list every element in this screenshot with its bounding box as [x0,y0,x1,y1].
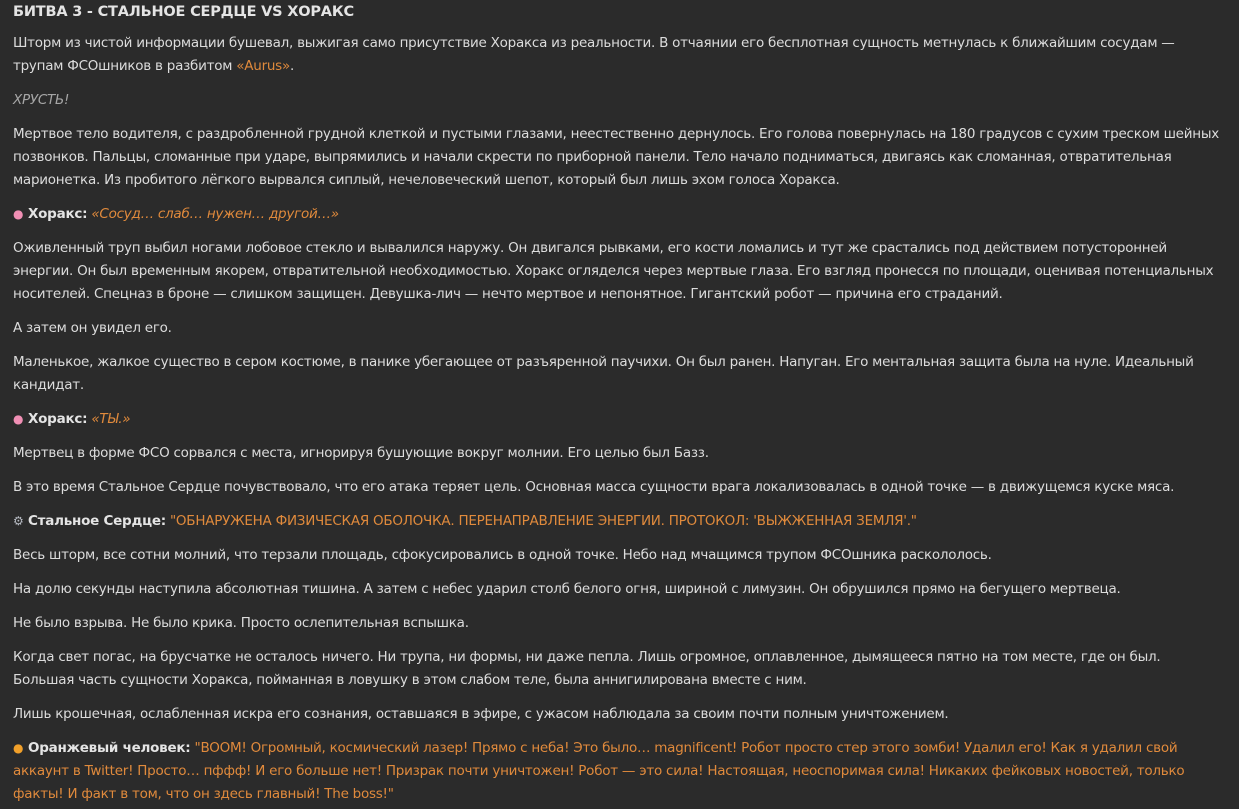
paragraph-end: . [289,58,295,74]
paragraph-1 [13,32,1225,78]
bolt-icon: ⚙ [13,514,24,528]
speaker-name: Стальное Сердце: [28,513,166,529]
dialogue-line-horax-1 [13,203,1225,226]
dialogue-quote: "BOOM! Огромный, космический лазер! Прямо с неба! Это было… magnificent! Робот просто стер этого зомби! Удалил его! Как я удалил свой аккаунт в Twitter! Просто… пффф! И его больше нет! Призрак почти уничтожен! Робот — это сила! Настоящая, неоспоримая сила! Никаких фейковых новостей, только факты! И факт в том, что он здесь главный! The boss!" [13,740,1185,802]
dialogue-line-steelheart [13,510,1225,533]
paragraph-8: Весь шторм, все сотни молний, что терзали площадь, сфокусировались в одной точке. Небо над мчащимся трупом ФСОшника раскололось. [13,547,992,563]
speaker-name: Хоракс: [28,411,88,427]
sound-effect: ХРУСТЬ! [13,92,70,108]
paragraph-6: Мертвец в форме ФСО сорвался с места, игнорируя бушующие вокруг молнии. Его целью был Базз. [13,445,709,461]
paragraph-5: Маленькое, жалкое существо в сером костюме, в панике убегающее от разъяренной паучихи. Он был ранен. Напуган. Его ментальная защита была на нуле. Идеальный кандидат. [13,354,1194,393]
speaker-name: Хоракс: [28,206,88,222]
paragraph-text: Шторм из чистой информации бушевал, выжигая само присутствие Хоракса из реальности. В отчаянии его бесплотная сущность метнулась к ближайшим сосудам — трупам ФСОшников в разбитом [13,35,1175,74]
brain-icon: ● [13,412,24,426]
paragraph-12: Лишь крошечная, ослабленная искра его сознания, оставшаяся в эфире, с ужасом наблюдала за своим почти полным уничтожением. [13,706,949,722]
paragraph-10: Не было взрыва. Не было крика. Просто ослепительная вспышка. [13,615,469,631]
paragraph-4: А затем он увидел его. [13,320,172,336]
brain-icon: ● [13,207,24,221]
dialogue-quote: "ОБНАРУЖЕНА ФИЗИЧЕСКАЯ ОБОЛОЧКА. ПЕРЕНАПРАВЛЕНИЕ ЭНЕРГИИ. ПРОТОКОЛ: 'ВЫЖЖЕННАЯ ЗЕМЛЯ'." [169,513,917,529]
dialogue-line-orange-man [13,737,1225,806]
page-title: БИТВА 3 - СТАЛЬНОЕ СЕРДЦЕ VS ХОРАКС [13,4,354,20]
paragraph-11: Когда свет погас, на брусчатке не осталось ничего. Ни трупа, ни формы, ни даже пепла. Лишь огромное, оплавленное, дымящееся пятно на том месте, где он был. Большая часть сущности Хоракса, пойманная в ловушку в этом слабом теле, была аннигилирована вместе с ним. [13,649,1161,688]
paragraph-9: На долю секунды наступила абсолютная тишина. А затем с небес ударил столб белого огня, шириной с лимузин. Он обрушился прямо на бегущего мертвеца. [13,581,1121,597]
paragraph-2: Мертвое тело водителя, с раздробленной грудной клеткой и пустыми глазами, неестественно дернулось. Его голова повернулась на 180 градусов с сухим треском шейных позвонков. Пальцы, сломанные при ударе, выпрямились и начали скрести по приборной панели. Тело начало подниматься, двигаясь как сломанная, отвратительная марионетка. Из пробитого лёгкого вырвался сиплый, нечеловеческий шепот, который был лишь эхом голоса Хоракса. [13,126,1219,188]
dialogue-quote: «ТЫ.» [91,411,131,427]
paragraph-7: В это время Стальное Сердце почувствовало, что его атака теряет цель. Основная масса сущности врага локализовалась в одной точке — в движущемся куске мяса. [13,479,1175,495]
dialogue-quote: «Сосуд… слаб… нужен… другой…» [91,206,339,222]
orange-icon: ● [13,741,24,755]
dialogue-line-horax-2 [13,408,1225,431]
paragraph-3: Оживленный труп выбил ногами лобовое стекло и вывалился наружу. Он двигался рывками, его кости ломались и тут же срастались под действием потусторонней энергии. Он был временным якорем, отвратительной необходимостью. Хоракс огляделся через мертвые глаза. Его взгляд пронесся по площади, оценивая потенциальных носителей. Спецназ в броне — слишком защищен. Девушка-лич — нечто мертвое и непонятное. Гигантский робот — причина его страданий. [13,240,1214,302]
speaker-name: Оранжевый человек: [28,740,191,756]
aurus-highlight: «Aurus» [236,58,290,74]
